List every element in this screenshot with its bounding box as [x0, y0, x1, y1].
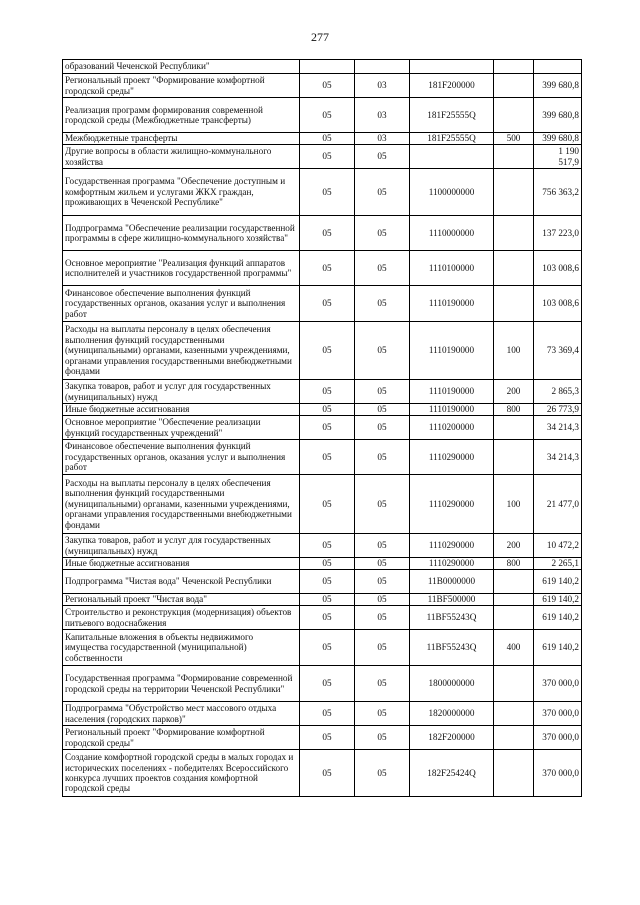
row-name: Региональный проект "Чистая вода"	[63, 594, 300, 606]
page-number: 277	[311, 30, 329, 44]
row-section	[300, 60, 355, 74]
table-row	[63, 404, 582, 416]
row-subsection: 05	[355, 169, 410, 216]
row-amount: 73 369,4	[534, 322, 582, 380]
row-name: Расходы на выплаты персоналу в целях обеспечения выполнения функций государственными (муниципальными) органами, казенными учреждениями, органами управления государственными внебюджетными фондами	[63, 475, 300, 534]
row-subsection: 05	[355, 606, 410, 630]
row-amount: 2 265,1	[534, 558, 582, 570]
row-target-code: 181F200000	[410, 74, 494, 98]
table-row	[63, 534, 582, 558]
table-row	[63, 98, 582, 133]
row-name: Межбюджетные трансферты	[63, 133, 300, 145]
row-name: Закупка товаров, работ и услуг для государственных (муниципальных) нужд	[63, 534, 300, 558]
row-section: 05	[300, 702, 355, 726]
row-target-code: 182F200000	[410, 726, 494, 750]
row-name: Основное мероприятие "Реализация функций аппаратов исполнителей и участников государственной программы"	[63, 251, 300, 286]
row-amount: 399 680,8	[534, 74, 582, 98]
row-amount: 370 000,0	[534, 702, 582, 726]
row-section: 05	[300, 416, 355, 440]
row-expense-type: 200	[494, 534, 534, 558]
row-target-code: 1820000000	[410, 702, 494, 726]
row-expense-type: 100	[494, 475, 534, 534]
row-target-code: 1110190000	[410, 404, 494, 416]
row-name: Финансовое обеспечение выполнения функций государственных органов, оказания услуг и выполнения работ	[63, 440, 300, 475]
row-amount: 619 140,2	[534, 570, 582, 594]
row-target-code: 1110290000	[410, 475, 494, 534]
row-section: 05	[300, 475, 355, 534]
row-section: 05	[300, 251, 355, 286]
row-section: 05	[300, 750, 355, 797]
row-amount: 619 140,2	[534, 630, 582, 666]
row-expense-type	[494, 169, 534, 216]
row-section: 05	[300, 440, 355, 475]
row-section: 05	[300, 216, 355, 251]
row-amount: 756 363,2	[534, 169, 582, 216]
row-subsection: 05	[355, 251, 410, 286]
row-section: 05	[300, 606, 355, 630]
row-subsection: 05	[355, 145, 410, 169]
row-subsection: 03	[355, 133, 410, 145]
row-name: Подпрограмма "Чистая вода" Чеченской Республики	[63, 570, 300, 594]
row-subsection: 05	[355, 666, 410, 702]
row-section: 05	[300, 570, 355, 594]
row-amount: 370 000,0	[534, 750, 582, 797]
row-target-code	[410, 60, 494, 74]
row-section: 05	[300, 404, 355, 416]
row-name: Государственная программа "Формирование современной городской среды на территории Чеченской Республики"	[63, 666, 300, 702]
table-row	[63, 558, 582, 570]
row-section: 05	[300, 74, 355, 98]
table-row	[63, 416, 582, 440]
row-expense-type	[494, 702, 534, 726]
table-row	[63, 630, 582, 666]
row-target-code: 1110200000	[410, 416, 494, 440]
table-row	[63, 216, 582, 251]
row-name: Основное мероприятие "Обеспечение реализации функций государственных учреждений"	[63, 416, 300, 440]
row-amount: 34 214,3	[534, 416, 582, 440]
table-row	[63, 440, 582, 475]
row-amount: 10 472,2	[534, 534, 582, 558]
table-row	[63, 286, 582, 322]
row-subsection: 05	[355, 416, 410, 440]
row-section: 05	[300, 145, 355, 169]
row-expense-type	[494, 570, 534, 594]
row-target-code: 1100000000	[410, 169, 494, 216]
row-section: 05	[300, 630, 355, 666]
row-section: 05	[300, 534, 355, 558]
row-subsection: 05	[355, 380, 410, 404]
row-expense-type	[494, 594, 534, 606]
row-subsection: 05	[355, 404, 410, 416]
row-amount: 399 680,8	[534, 98, 582, 133]
row-amount: 399 680,8	[534, 133, 582, 145]
row-name: Строительство и реконструкция (модернизация) объектов питьевого водоснабжения	[63, 606, 300, 630]
table-row	[63, 133, 582, 145]
table-row	[63, 666, 582, 702]
row-expense-type	[494, 440, 534, 475]
row-target-code: 1110100000	[410, 251, 494, 286]
row-amount: 1 190 517,9	[534, 145, 582, 169]
row-target-code: 1110190000	[410, 380, 494, 404]
row-name: Реализация программ формирования современной городской среды (Межбюджетные трансферты)	[63, 98, 300, 133]
row-target-code: 1110190000	[410, 286, 494, 322]
row-section: 05	[300, 133, 355, 145]
row-target-code	[410, 145, 494, 169]
row-name: Финансовое обеспечение выполнения функций государственных органов, оказания услуг и выполнения работ	[63, 286, 300, 322]
row-target-code: 182F25424Q	[410, 750, 494, 797]
row-name: Подпрограмма "Обустройство мест массового отдыха населения (городских парков)"	[63, 702, 300, 726]
row-name: Расходы на выплаты персоналу в целях обеспечения выполнения функций государственными (муниципальными) органами, казенными учреждениями, органами управления государственными внебюджетными фондами	[63, 322, 300, 380]
row-subsection: 05	[355, 534, 410, 558]
row-target-code: 11BF55243Q	[410, 606, 494, 630]
row-expense-type	[494, 286, 534, 322]
row-expense-type	[494, 251, 534, 286]
row-expense-type: 800	[494, 404, 534, 416]
table-row	[63, 251, 582, 286]
row-expense-type: 100	[494, 322, 534, 380]
row-subsection: 05	[355, 750, 410, 797]
row-target-code: 1110290000	[410, 534, 494, 558]
row-name: Государственная программа "Обеспечение доступным и комфортным жильем и услугами ЖКХ граждан, проживающих в Чеченской Республике"	[63, 169, 300, 216]
row-expense-type	[494, 60, 534, 74]
table-row	[63, 169, 582, 216]
row-section: 05	[300, 169, 355, 216]
row-subsection: 05	[355, 702, 410, 726]
row-target-code: 181F25555Q	[410, 133, 494, 145]
row-target-code: 1110190000	[410, 322, 494, 380]
row-subsection: 05	[355, 558, 410, 570]
row-name: Иные бюджетные ассигнования	[63, 558, 300, 570]
row-amount	[534, 60, 582, 74]
table-row	[63, 606, 582, 630]
row-section: 05	[300, 594, 355, 606]
row-subsection: 05	[355, 322, 410, 380]
row-subsection: 05	[355, 475, 410, 534]
row-amount: 137 223,0	[534, 216, 582, 251]
row-expense-type: 200	[494, 380, 534, 404]
row-expense-type	[494, 666, 534, 702]
row-section: 05	[300, 98, 355, 133]
row-subsection: 05	[355, 630, 410, 666]
table-row	[63, 702, 582, 726]
row-target-code: 1110000000	[410, 216, 494, 251]
row-expense-type	[494, 416, 534, 440]
row-expense-type	[494, 750, 534, 797]
row-subsection: 05	[355, 594, 410, 606]
row-expense-type	[494, 98, 534, 133]
row-name: Региональный проект "Формирование комфортной городской среды"	[63, 726, 300, 750]
row-target-code: 11BF55243Q	[410, 630, 494, 666]
row-subsection: 03	[355, 98, 410, 133]
row-subsection: 05	[355, 216, 410, 251]
row-amount: 619 140,2	[534, 594, 582, 606]
table-row	[63, 475, 582, 534]
table-row	[63, 750, 582, 797]
row-subsection: 05	[355, 570, 410, 594]
row-amount: 370 000,0	[534, 666, 582, 702]
row-amount: 103 008,6	[534, 251, 582, 286]
table-row	[63, 145, 582, 169]
row-subsection: 05	[355, 286, 410, 322]
row-subsection	[355, 60, 410, 74]
row-name: образований Чеченской Республики"	[63, 60, 300, 74]
row-subsection: 05	[355, 440, 410, 475]
row-expense-type: 400	[494, 630, 534, 666]
row-section: 05	[300, 558, 355, 570]
budget-table-body	[63, 60, 582, 797]
row-expense-type	[494, 726, 534, 750]
row-name: Капитальные вложения в объекты недвижимого имущества государственной (муниципальной) собственности	[63, 630, 300, 666]
row-amount: 21 477,0	[534, 475, 582, 534]
row-target-code: 1110290000	[410, 440, 494, 475]
row-amount: 2 865,3	[534, 380, 582, 404]
budget-table	[62, 59, 582, 797]
row-section: 05	[300, 286, 355, 322]
table-row	[63, 594, 582, 606]
row-name: Другие вопросы в области жилищно-коммунального хозяйства	[63, 145, 300, 169]
row-amount: 370 000,0	[534, 726, 582, 750]
row-amount: 103 008,6	[534, 286, 582, 322]
table-row	[63, 726, 582, 750]
row-name: Региональный проект "Формирование комфортной городской среды"	[63, 74, 300, 98]
row-subsection: 05	[355, 726, 410, 750]
row-name: Иные бюджетные ассигнования	[63, 404, 300, 416]
table-row	[63, 60, 582, 74]
row-target-code: 1110290000	[410, 558, 494, 570]
row-expense-type	[494, 74, 534, 98]
row-target-code: 1800000000	[410, 666, 494, 702]
row-expense-type: 800	[494, 558, 534, 570]
row-target-code: 11В0000000	[410, 570, 494, 594]
table-row	[63, 74, 582, 98]
row-expense-type	[494, 606, 534, 630]
row-section: 05	[300, 322, 355, 380]
table-row	[63, 322, 582, 380]
row-section: 05	[300, 726, 355, 750]
table-row	[63, 380, 582, 404]
row-section: 05	[300, 380, 355, 404]
row-expense-type	[494, 145, 534, 169]
row-name: Подпрограмма "Обеспечение реализации государственной программы в сфере жилищно-коммунального хозяйства"	[63, 216, 300, 251]
row-expense-type	[494, 216, 534, 251]
row-amount: 619 140,2	[534, 606, 582, 630]
row-amount: 34 214,3	[534, 440, 582, 475]
row-name: Создание комфортной городской среды в малых городах и исторических поселениях - победителях Всероссийского конкурса лучших проектов создания комфортной городской среды	[63, 750, 300, 797]
row-subsection: 03	[355, 74, 410, 98]
row-expense-type: 500	[494, 133, 534, 145]
table-row	[63, 570, 582, 594]
row-target-code: 181F25555Q	[410, 98, 494, 133]
row-target-code: 11BF500000	[410, 594, 494, 606]
row-name: Закупка товаров, работ и услуг для государственных (муниципальных) нужд	[63, 380, 300, 404]
row-amount: 26 773,9	[534, 404, 582, 416]
row-section: 05	[300, 666, 355, 702]
